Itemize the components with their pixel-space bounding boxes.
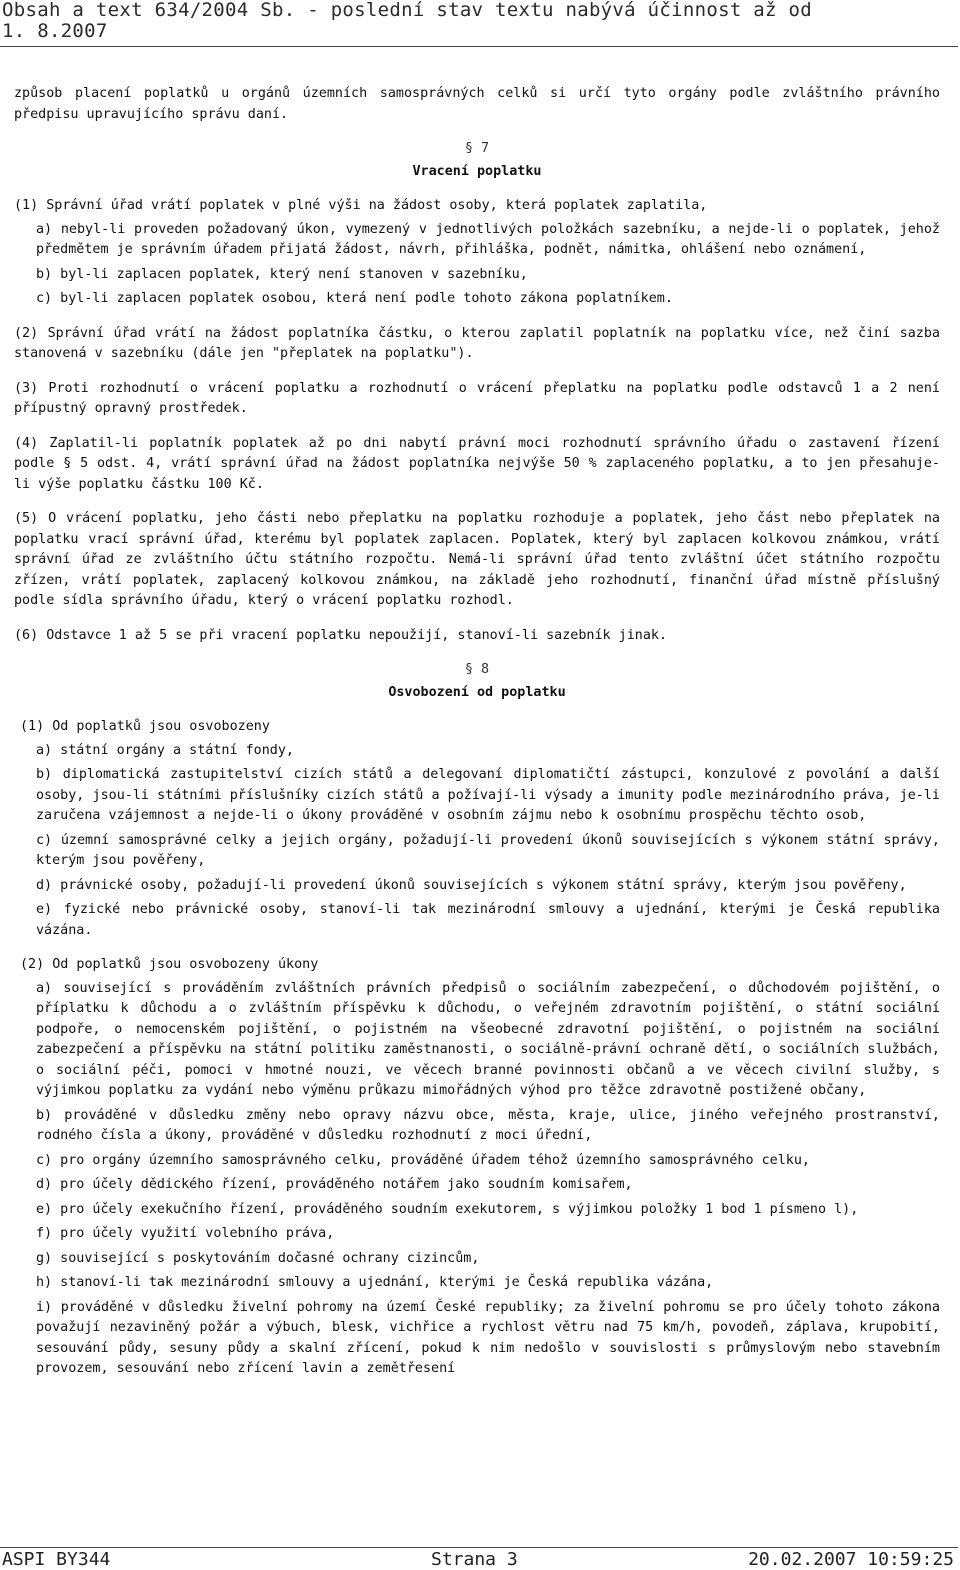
s8-p1-item-a: a) státní orgány a státní fondy, xyxy=(36,742,294,758)
s7-paragraph-2: (2) Správní úřad vrátí na žádost poplatníka částku, o kterou zaplatil poplatník na poplatku více, než činí sazba stanovená v sazebníku (dále jen "přeplatek na poplatku"). xyxy=(14,325,940,361)
s8-p2-item-b: b) prováděné v důsledku změny nebo opravy názvu obce, města, kraje, ulice, jiného veřejného prostranství, rodného čísla a úkony, prováděné v důsledku rozhodnutí z moci úřední, xyxy=(36,1107,940,1143)
section-7-title: Vracení poplatku xyxy=(412,163,542,179)
s8-paragraph-1: (1) Od poplatků jsou osvobozeny xyxy=(20,719,270,734)
footer-divider xyxy=(0,1547,958,1548)
s8-p2-item-c: c) pro orgány územního samosprávného celku, prováděné úřadem téhož územního samosprávného celku, xyxy=(36,1152,810,1168)
section-8-title: Osvobození od poplatku xyxy=(388,684,566,700)
s7-p1-item-b: b) byl-li zaplacen poplatek, který není stanoven v sazebníku, xyxy=(36,266,528,282)
section-8-number: § 8 xyxy=(464,662,490,677)
s8-p2-item-h: h) stanoví-li tak mezinárodní smlouvy a ujednání, kterými je Česká republika vázána, xyxy=(36,1275,714,1290)
s7-paragraph-1: (1) Správní úřad vrátí poplatek v plné výši na žádost osoby, která poplatek zaplatila, xyxy=(14,198,708,213)
intro-paragraph: způsob placení poplatků u orgánů územních samosprávných celků si určí tyto orgány podle zvláštního právního předpisu upravujícího správu daní. xyxy=(14,86,940,122)
s8-paragraph-2: (2) Od poplatků jsou osvobozeny úkony xyxy=(20,957,319,972)
page-footer xyxy=(0,1549,958,1570)
s7-p1-item-c: c) byl-li zaplacen poplatek osobou, která není podle tohoto zákona poplatníkem. xyxy=(36,291,673,306)
page-header xyxy=(2,0,952,42)
s8-p2-item-i: i) prováděné v důsledku živelní pohromy na území České republiky; za živelní pohromu se pro účely tohoto zákona považují nezaviněný požár a výbuch, blesk, vichřice a rychlost větru nad 75 km/h, povodeň, záplava, krupobití, sesouvání půdy, sesuny půdy a skalní zřícení, pokud k nim nedošlo v souvislosti s průmyslovým nebo stavebním provozem, sesouvání nebo zřícení lavin a zemětřesení xyxy=(36,1299,940,1376)
s8-p2-item-g: g) související s poskytováním dočasné ochrany cizincům, xyxy=(36,1250,480,1266)
header-date: 1. 8.2007 xyxy=(2,20,108,42)
s7-p1-item-a: a) nebyl-li proveden požadovaný úkon, vymezený v jednotlivých položkách sazebníku, a nejde-li o poplatek, jehož předmětem je správním úřadem přijatá žádost, návrh, přihláška, podnět, námitka, ohlášení nebo oznámení, xyxy=(36,221,940,257)
s7-paragraph-5: (5) O vrácení poplatku, jeho části nebo přeplatku na poplatku rozhoduje a poplatek, jeho část nebo přeplatek na poplatku vrací správní úřad, kterému byl poplatek zaplacen. Poplatek, který byl zaplacen kolkovou známkou, vrátí správní úřad ze zvláštního účtu státního rozpočtu. Nemá-li správní úřad tento zvláštní účet státního rozpočtu zřízen, vrátí poplatek, zaplacený kolkovou známkou, na základě jeho rozhodnutí, finanční úřad místně příslušný podle sídla správního úřadu, který o vrácení poplatku rozhodl. xyxy=(14,511,940,608)
s7-paragraph-6: (6) Odstavce 1 až 5 se při vracení poplatku nepoužijí, stanoví-li sazebník jinak. xyxy=(14,627,668,643)
s7-paragraph-4: (4) Zaplatil-li poplatník poplatek až po dni nabytí právní moci rozhodnutí správního úřadu o zastavení řízení podle § 5 odst. 4, vrátí správní úřad na žádost poplatníka nejvýše 50 % zaplaceného poplatku, a to jen přesahuje-li výše poplatku částku 100 Kč. xyxy=(14,435,940,492)
footer-source: ASPI BY344 xyxy=(2,1549,111,1570)
s8-p1-item-d: d) právnické osoby, požadují-li provedení úkonů souvisejících s výkonem státní správy, kterým jsou pověřeny, xyxy=(36,877,907,893)
s8-p1-item-b: b) diplomatická zastupitelství cizích států a delegovaní diplomatičtí zástupci, konzulové z povolání a další osoby, jsou-li státními příslušníky cizích států a požívají-li výsady a imunity podle mezinárodního práva, je-li zaručena vzájemnost a nejde-li o úkony prováděné v osobním zájmu nebo k osobnímu prospěchu těchto osob, xyxy=(36,767,940,823)
document-body xyxy=(14,84,940,1384)
s7-paragraph-3: (3) Proti rozhodnutí o vrácení poplatku a rozhodnutí o vrácení přeplatku na poplatku podle odstavců 1 a 2 není přípustný opravný prostředek. xyxy=(14,380,940,416)
s8-p1-item-e: e) fyzické nebo právnické osoby, stanoví-li tak mezinárodní smlouvy a ujednání, kterými je Česká republika vázána. xyxy=(36,902,940,938)
s8-p2-item-e: e) pro účely exekučního řízení, prováděného soudním exekutorem, s výjimkou položky 1 bod 1 písmeno l), xyxy=(36,1201,859,1217)
s8-p2-item-a: a) související s prováděním zvláštních právních předpisů o sociálním zabezpečení, o důchodovém pojištění, o příplatku k důchodu a o zvláštním příspěvku k důchodu, o veřejném zdravotním pojištění, o státní sociální podpoře, o nemocenském pojištění, o pojistném na všeobecné zdravotní pojištění, o pojistném na sociální zabezpečení a příspěvku na státní politiku zaměstnanosti, o sociálně-právní ochraně dětí, o sociálních službách, o sociální péči, pomoci v hmotné nouzi, ve věcech branné povinnosti občanů a ve věcech civilní služby, s výjimkou poplatku za vydání nebo výměnu průkazu mimořádných výhod pro těžce zdravotně postižené občany, xyxy=(36,980,940,1098)
footer-timestamp: 20.02.2007 10:59:25 xyxy=(748,1549,954,1570)
s8-p2-item-d: d) pro účely dědického řízení, prováděného notářem jako soudním komisařem, xyxy=(36,1177,633,1192)
s8-p2-item-f: f) pro účely využití volebního práva, xyxy=(36,1226,335,1241)
header-title: Obsah a text 634/2004 Sb. - poslední stav textu nabývá účinnost až od xyxy=(2,0,812,21)
footer-page-number: Strana 3 xyxy=(431,1549,518,1570)
header-divider xyxy=(0,46,958,47)
s8-p1-item-c: c) územní samosprávné celky a jejich orgány, požadují-li provedení úkonů souvisejících s výkonem státní správy, kterým jsou pověřeny, xyxy=(36,832,940,868)
section-7-number: § 7 xyxy=(464,141,490,156)
